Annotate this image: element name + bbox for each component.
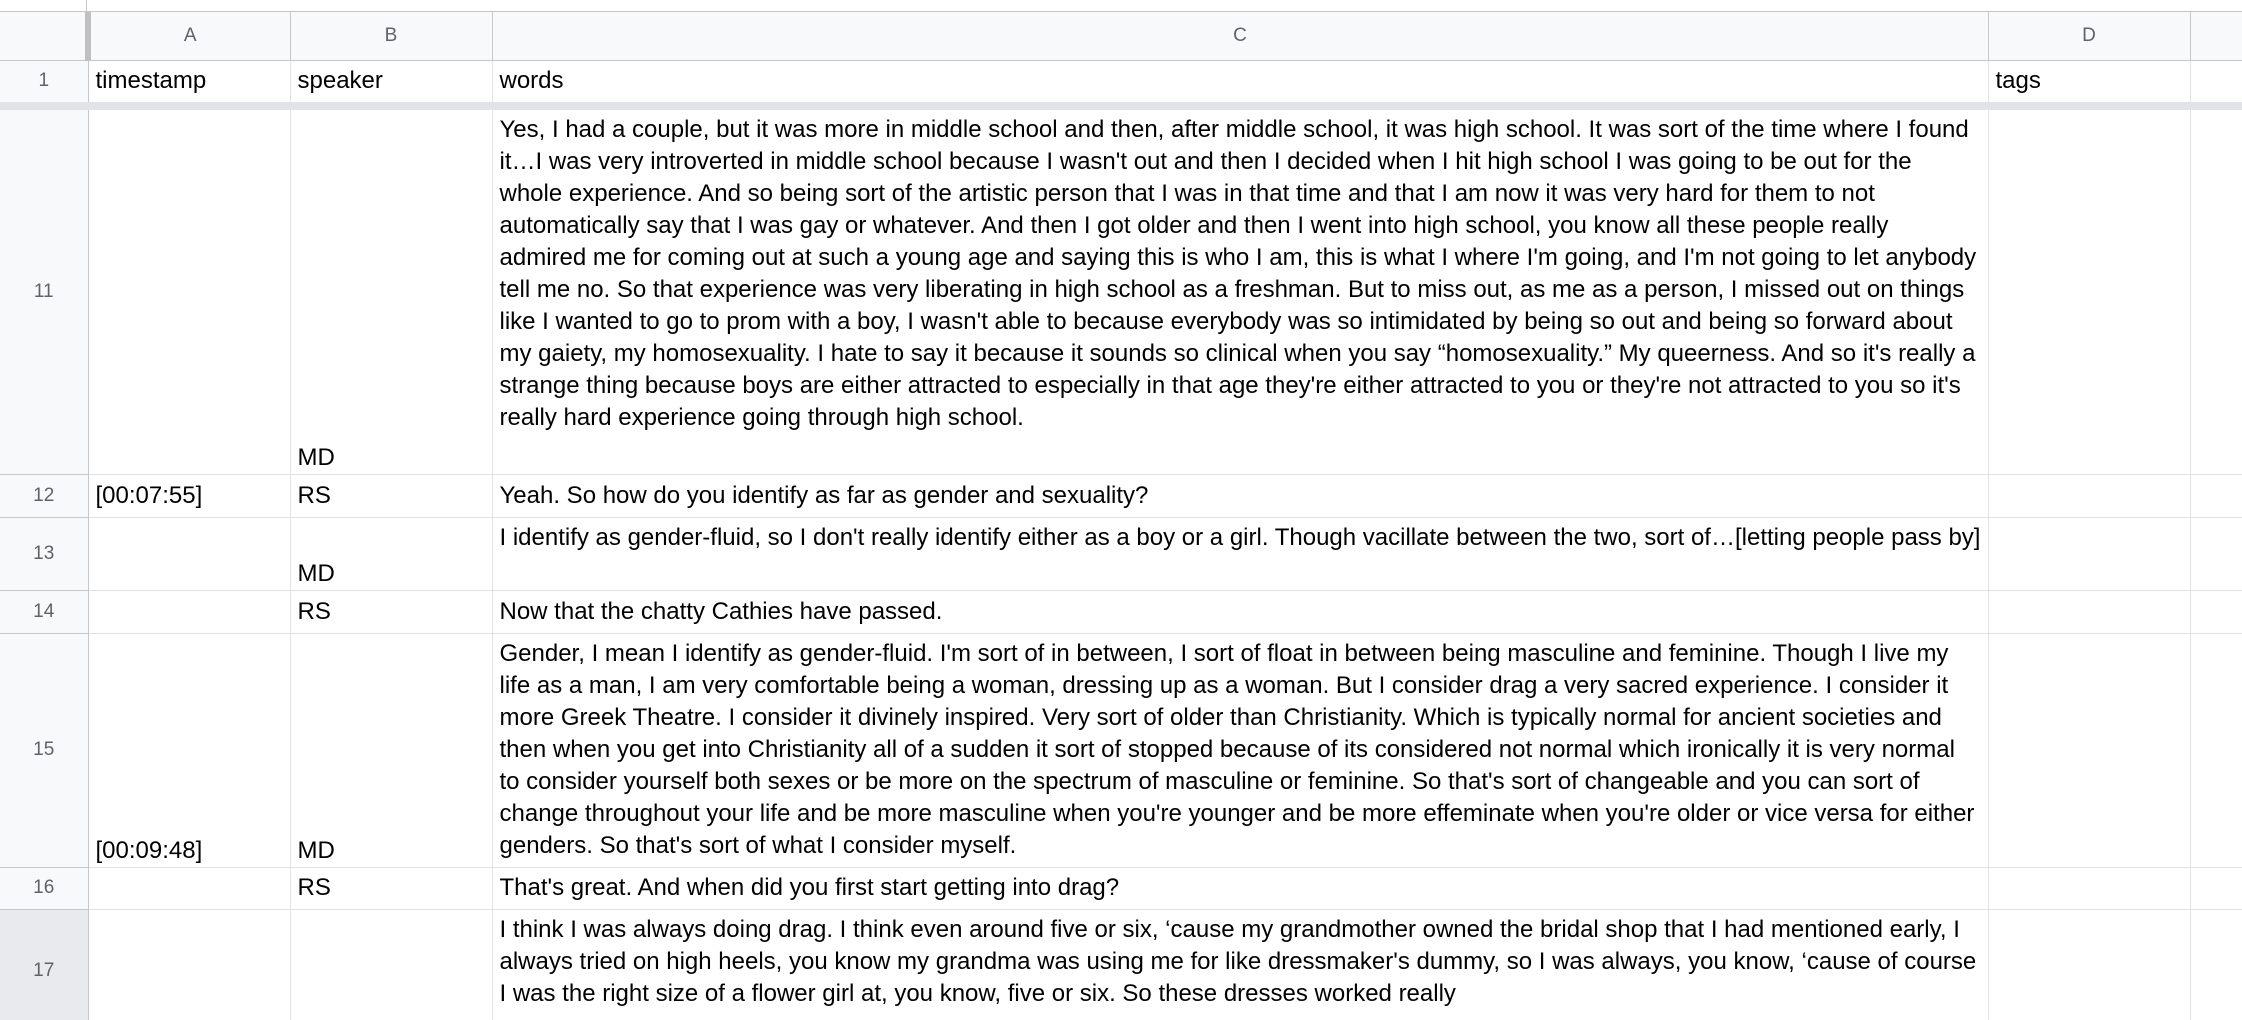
timestamp-cell[interactable] [88, 867, 290, 909]
timestamp-cell[interactable] [88, 590, 290, 633]
table-row [0, 909, 2242, 1020]
timestamp-cell[interactable] [88, 517, 290, 590]
frozen-row-divider[interactable] [0, 102, 2242, 110]
empty-cell[interactable] [2190, 110, 2242, 474]
header-cell-speaker[interactable]: speaker [290, 60, 492, 102]
words-cell[interactable]: That's great. And when did you first start getting into drag? [492, 867, 1988, 909]
header-cell-timestamp[interactable]: timestamp [88, 60, 290, 102]
column-header-d[interactable]: D [1988, 12, 2190, 60]
column-header-b[interactable]: B [290, 12, 492, 60]
words-cell[interactable]: I think I was always doing drag. I think even around five or six, ‘cause my grandmother owned the bridal shop that I had mentioned early, I always tried on high heels, you know my grandma was using me for like dressmaker's dummy, so I was always, you know, ‘cause of course I was the right size of a flower girl at, you know, five or six. So these dresses worked really [492, 909, 1988, 1020]
speaker-cell[interactable]: MD [290, 517, 492, 590]
tags-cell[interactable] [1988, 867, 2190, 909]
sheet-grid [0, 12, 2242, 1020]
header-cell-words[interactable]: words [492, 60, 1988, 102]
column-header-a[interactable]: A [88, 12, 290, 60]
words-cell[interactable]: Yes, I had a couple, but it was more in middle school and then, after middle school, it was high school. It was sort of the time where I found it…I was very introverted in middle school because I wasn't out and then I decided when I hit high school I was going to be out for the whole experience. And so being sort of the artistic person that I was in that time and that I am now it was very hard for them to not automatically say that I was gay or whatever. And then I got older and then I went into high school, you know all these people really admired me for coming out at such a young age and saying this is who I am, this is what I where I'm going, and I'm not going to let anybody tell me no. So that experience was very liberating in high school as a freshman. But to miss out, as me as a person, I missed out on things like I wanted to go to prom with a boy, I wasn't able to because everybody was so intimidated by being so out and being so forward about my gaiety, my homosexuality. I hate to say it because it sounds so clinical when you say “homosexuality.” My queerness. And so it's really a strange thing because boys are either attracted to especially in that age they're either attracted to you or they're not attracted to you so it's really hard experience going through high school. [492, 110, 1988, 474]
words-cell[interactable]: Yeah. So how do you identify as far as gender and sexuality? [492, 474, 1988, 517]
row-header[interactable]: 12 [0, 474, 88, 517]
table-row [0, 633, 2242, 867]
speaker-cell[interactable] [290, 909, 492, 1020]
tags-cell[interactable] [1988, 110, 2190, 474]
table-row [0, 60, 2242, 102]
timestamp-cell[interactable]: [00:09:48] [88, 633, 290, 867]
row-header[interactable]: 16 [0, 867, 88, 909]
table-row [0, 110, 2242, 474]
speaker-cell[interactable]: RS [290, 590, 492, 633]
toolbar-edge [0, 0, 2242, 12]
table-row [0, 474, 2242, 517]
timestamp-cell[interactable] [88, 909, 290, 1020]
table-row [0, 867, 2242, 909]
speaker-cell[interactable]: MD [290, 633, 492, 867]
row-header[interactable]: 15 [0, 633, 88, 867]
empty-cell[interactable] [2190, 633, 2242, 867]
speaker-cell[interactable]: RS [290, 474, 492, 517]
empty-cell[interactable] [2190, 517, 2242, 590]
words-cell[interactable]: Gender, I mean I identify as gender-fluid. I'm sort of in between, I sort of float in between being masculine and feminine. Though I live my life as a man, I am very comfortable being a woman, dressing up as a woman. But I consider drag a very sacred experience. I consider it more Greek Theatre. I consider it divinely inspired. Very sort of older than Christianity. Which is typically normal for ancient societies and then when you get into Christianity all of a sudden it sort of stopped because of its considered not normal which ironically it is very normal to consider yourself both sexes or be more on the spectrum of masculine or feminine. So that's sort of changeable and you can sort of change throughout your life and be more masculine when you're younger and be more effeminate when you're older or vice versa for either genders. So that's sort of what I consider myself. [492, 633, 1988, 867]
column-header-row [0, 12, 2242, 60]
row-header[interactable]: 11 [0, 110, 88, 474]
column-header-c[interactable]: C [492, 12, 1988, 60]
row-header[interactable]: 14 [0, 590, 88, 633]
tags-cell[interactable] [1988, 474, 2190, 517]
select-all-corner[interactable] [0, 12, 88, 60]
words-cell[interactable]: I identify as gender-fluid, so I don't really identify either as a boy or a girl. Though vacillate between the two, sort of…[letting people pass by] [492, 517, 1988, 590]
timestamp-cell[interactable] [88, 110, 290, 474]
column-header-e[interactable] [2190, 12, 2242, 60]
table-row [0, 517, 2242, 590]
empty-cell[interactable] [2190, 909, 2242, 1020]
row-header[interactable]: 17 [0, 909, 88, 1020]
row-header[interactable]: 13 [0, 517, 88, 590]
empty-cell[interactable] [2190, 474, 2242, 517]
tags-cell[interactable] [1988, 633, 2190, 867]
header-cell-tags[interactable]: tags [1988, 60, 2190, 102]
speaker-cell[interactable]: RS [290, 867, 492, 909]
tags-cell[interactable] [1988, 909, 2190, 1020]
timestamp-cell[interactable]: [00:07:55] [88, 474, 290, 517]
tags-cell[interactable] [1988, 590, 2190, 633]
table-row [0, 590, 2242, 633]
empty-cell[interactable] [2190, 60, 2242, 102]
tags-cell[interactable] [1988, 517, 2190, 590]
row-header[interactable]: 1 [0, 60, 88, 102]
words-cell[interactable]: Now that the chatty Cathies have passed. [492, 590, 1988, 633]
empty-cell[interactable] [2190, 590, 2242, 633]
empty-cell[interactable] [2190, 867, 2242, 909]
speaker-cell[interactable]: MD [290, 110, 492, 474]
